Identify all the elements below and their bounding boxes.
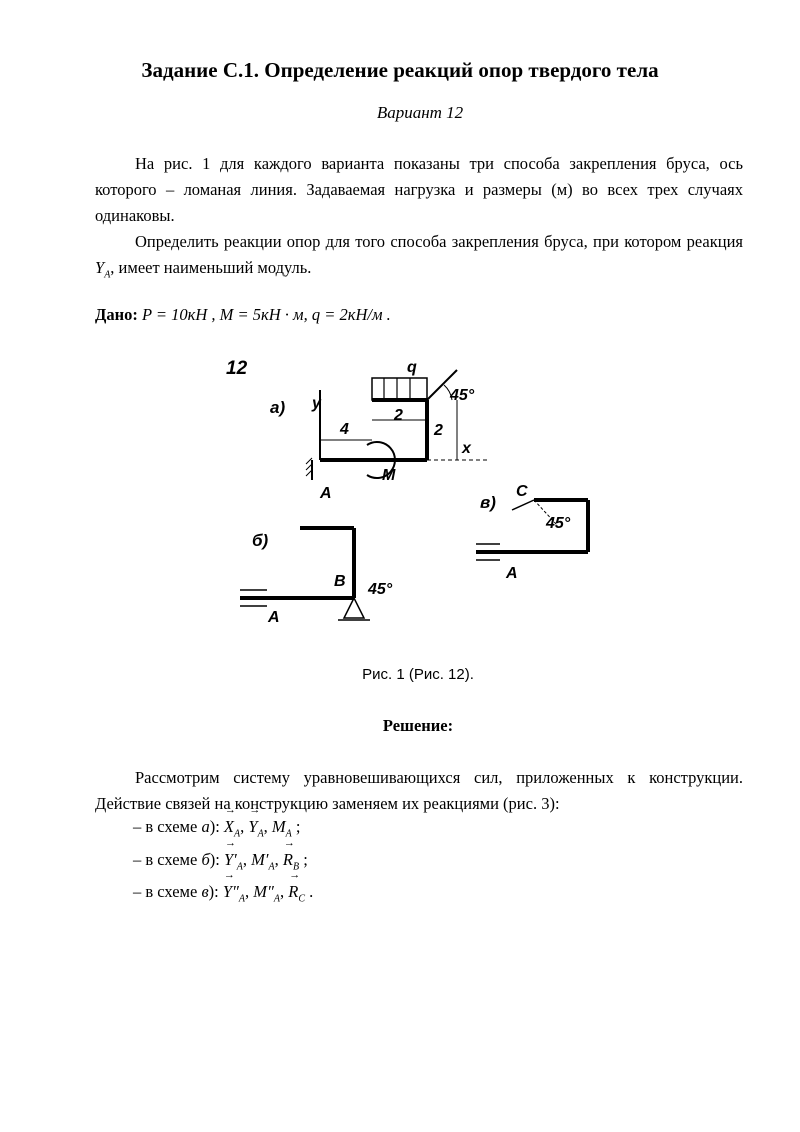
label-v: в) bbox=[480, 493, 496, 512]
reaction-sub: A bbox=[104, 269, 111, 281]
support-c bbox=[512, 500, 534, 510]
label-len-top: 2 bbox=[394, 407, 403, 424]
label-c-point: C bbox=[516, 483, 528, 500]
figure-number: 12 bbox=[226, 358, 248, 379]
given-label: Дано: bbox=[95, 305, 138, 324]
given-p: P = 10кН , bbox=[141, 305, 216, 324]
label-b: б) bbox=[252, 531, 269, 550]
schema-a-line: – в схеме а): → $X_A$, → $Y_A$, $M_A$ ; bbox=[133, 817, 301, 839]
label-q: q bbox=[407, 359, 417, 376]
problem-paragraph-1: На рис. 1 для каждого варианта показаны три способа закрепления бруса, ось которого – ломаная линия. Задаваемая нагрузка и размеры (м) во всех трех случаях одинаковы. bbox=[95, 154, 743, 225]
label-angle-v: 45° bbox=[546, 515, 571, 532]
reaction-var: Y bbox=[95, 258, 105, 277]
variant-label: Вариант 12 bbox=[376, 103, 464, 122]
figure-caption: Рис. 1 (Рис. 12). bbox=[362, 666, 474, 683]
label-x: x bbox=[462, 440, 471, 457]
given-line bbox=[95, 305, 391, 325]
label-a-b: A bbox=[268, 609, 280, 626]
label-len-main: 4 bbox=[340, 421, 349, 438]
given-m: M = 5кН · м, bbox=[219, 305, 308, 324]
label-m: M bbox=[382, 467, 396, 484]
problem-paragraph-2 bbox=[95, 229, 743, 288]
label-a-support: A bbox=[320, 485, 332, 502]
label-b-point: B bbox=[334, 573, 346, 590]
schema-b-line: – в схеме б): → $Y'_A$, $M'_A$, → $R_B$ ; bbox=[133, 850, 308, 872]
label-a: а) bbox=[270, 398, 286, 417]
label-len-side: 2 bbox=[434, 422, 443, 439]
problem-paragraph-2-end: , имеет наименьший модуль. bbox=[110, 258, 312, 277]
label-angle-a: 45° bbox=[450, 387, 475, 404]
pin-support-b bbox=[344, 598, 364, 618]
label-a-v: A bbox=[506, 565, 518, 582]
schema-v-line: – в схеме в): → $Y''_A$, $M''_A$, → $R_C$ . bbox=[133, 882, 313, 904]
label-y: y bbox=[312, 395, 321, 412]
distributed-load-q bbox=[372, 378, 427, 400]
solution-heading: Решение: bbox=[382, 716, 454, 735]
solution-intro: Рассмотрим систему уравновешивающихся сил, приложенных к конструкции. Действие связей на конструкцию заменяем их реакциями (рис. 3): bbox=[95, 768, 743, 813]
label-angle-b: 45° bbox=[368, 581, 393, 598]
given-q: q = 2кН/м . bbox=[311, 305, 391, 324]
page-title: Задание С.1. Определение реакций опор твердого тела bbox=[141, 58, 659, 82]
problem-paragraph-2-start: Определить реакции опор для того способа закрепления бруса, при котором реакция bbox=[135, 232, 743, 251]
figure-12 bbox=[212, 350, 612, 655]
beam-diagram bbox=[212, 350, 612, 650]
